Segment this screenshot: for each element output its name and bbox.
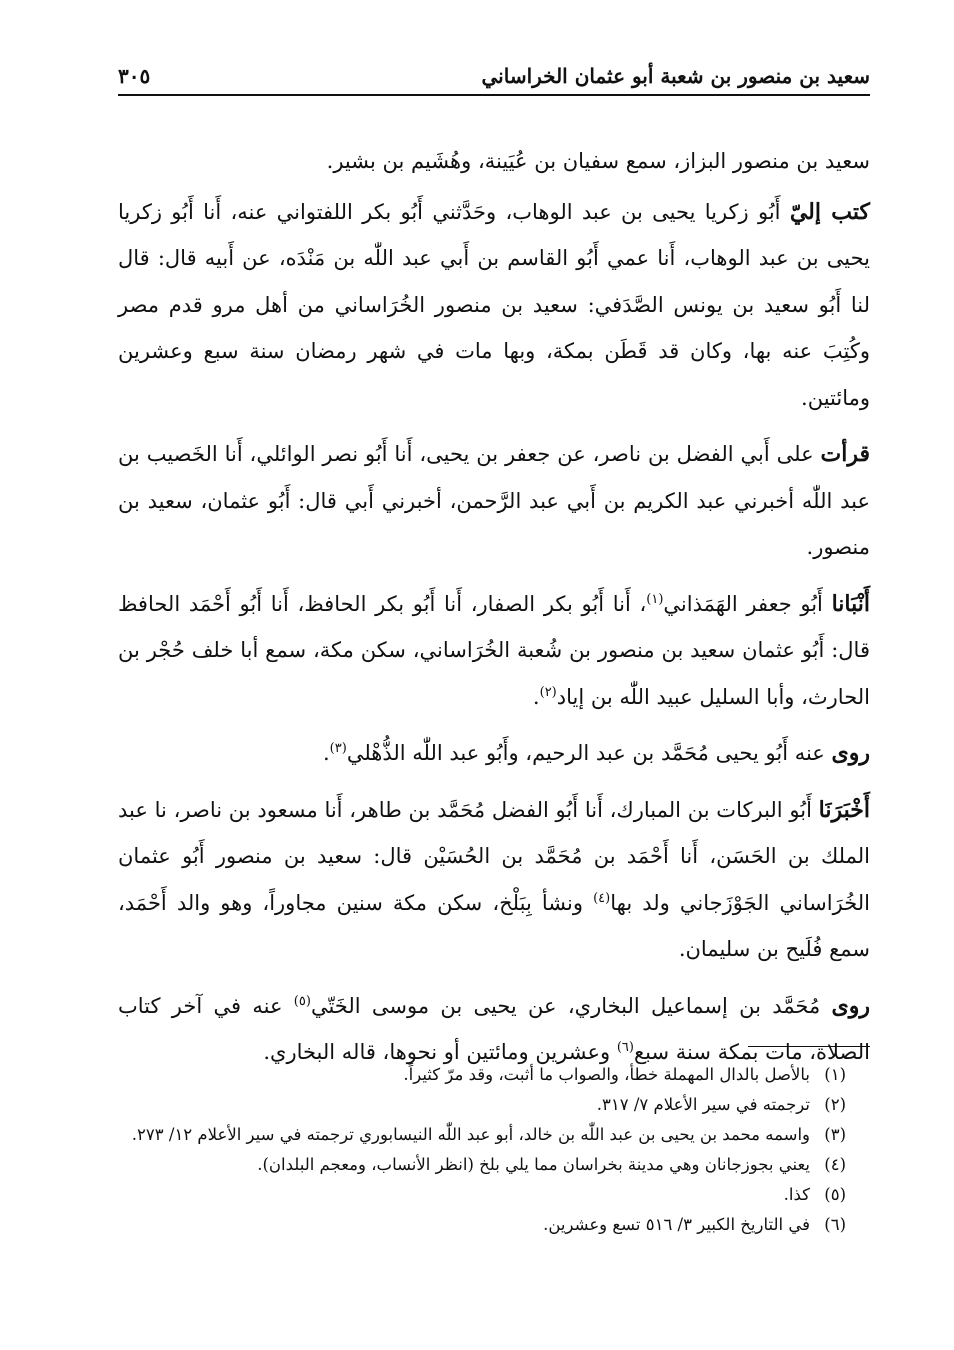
paragraph-4 (118, 581, 870, 721)
paragraph-3-lead: قرأت (820, 441, 870, 467)
footnote-text: في التاريخ الكبير ٣/ ٥١٦ تسع وعشرين. (543, 1215, 810, 1234)
paragraph-4-end: . (532, 684, 540, 709)
footnote-ref-3[interactable]: (٣) (329, 741, 347, 756)
footnote-number: (١) (824, 1065, 846, 1084)
paragraph-6 (118, 787, 870, 973)
paragraph-3-text: على أَبي الفضل بن ناصر، عن جعفر بن يحيى، أَنا أَبُو نصر الوائلي، أَنا الخَصيب بن عبد اللّٰه أخبرني عبد الكريم بن أَبي عبد الرَّحمن، أخبرني أَبي قال: أَبُو عثمان، سعيد بن منصور. (118, 442, 870, 559)
footnote-number: (٣) (824, 1125, 846, 1144)
paragraph-6-text-a: أَبُو البركات بن المبارك، أَنا أَبُو الفضل مُحَمَّد بن طاهر، أَنا مسعود بن ناصر، نا عبد الملك بن الحَسَن، أَنا أَحْمَد بن مُحَمَّد بن الحُسَيْن قال: سعيد بن منصور أَبُو عثمان الخُرَاساني الجَوْزَجاني ولد بها (118, 797, 870, 915)
paragraph-4-lead: أَنْبَانا (831, 590, 870, 617)
paragraph-7-text-a: مُحَمَّد بن إسماعيل البخاري، عن يحيى بن موسى الخَتّي (310, 993, 821, 1018)
footnote-text: كذا. (783, 1185, 810, 1204)
footnote-text: بالأصل بالدال المهملة خطأ، والصواب ما أثبت، وقد مرّ كثيراً. (403, 1065, 810, 1084)
footnote-3 (104, 1120, 846, 1149)
paragraph-1 (118, 138, 870, 185)
footnote-2 (104, 1090, 846, 1119)
footnote-5 (104, 1180, 846, 1209)
paragraph-3 (118, 431, 870, 571)
footnote-number: (٢) (824, 1095, 846, 1114)
main-text (118, 138, 870, 1086)
footnote-ref-1[interactable]: (١) (646, 591, 664, 607)
paragraph-2-text: أَبُو زكريا يحيى بن عبد الوهاب، وحَدَّثني أَبُو بكر اللفتواني عنه، أَنا أَبُو زكريا يحيى بن عبد الوهاب، أَنا عمي أَبُو القاسم بن أَبي عبد اللّٰه بن مَنْدَه، عن أَبيه قال: قال لنا أَبُو سعيد بن يونس الصَّدَفي: سعيد بن منصور الخُرَاساني من أهل مرو قدم مصر وكُتِبَ عنه بها، وكان قد قَطَن بمكة، وبها مات في شهر رمضان سنة سبع وعشرين ومائتين. (118, 199, 870, 410)
paragraph-2 (118, 189, 870, 422)
running-header (118, 58, 870, 96)
footnote-ref-4[interactable]: (٤) (593, 890, 611, 906)
footnote-ref-2[interactable]: (٢) (539, 684, 557, 700)
running-title: سعيد بن منصور بن شعبة أبو عثمان الخراساني (481, 64, 870, 88)
paragraph-5 (118, 730, 870, 777)
paragraph-5-lead: روى (831, 740, 870, 766)
paragraph-2-lead: كتب إليّ (789, 198, 870, 225)
page-number: ٣٠٥ (118, 64, 151, 88)
footnote-number: (٤) (824, 1155, 846, 1174)
paragraph-4-text-a: أَبُو جعفر الهَمَذاني (663, 591, 823, 616)
footnote-6 (104, 1210, 846, 1239)
paragraph-7-text-b: عنه في آخر كتاب الصلاة، مات بمكة سنة سبع (118, 993, 870, 1064)
footnote-number: (٦) (824, 1215, 846, 1234)
paragraph-6-text-b: ونشأ بِبَلْخ، سكن مكة سنين مجاوراً، وهو والد أَحْمَد، سمع فُلَيح بن سليمان. (118, 890, 870, 961)
footnote-text: ترجمته في سير الأعلام ٧/ ٣١٧. (596, 1095, 810, 1114)
footnotes (104, 1060, 846, 1240)
footnote-ref-5[interactable]: (٥) (293, 993, 311, 1009)
paragraph-5-end: . (322, 741, 330, 765)
footnote-ref-6[interactable]: (٦) (616, 1040, 634, 1055)
footnote-number: (٥) (824, 1185, 846, 1204)
footnote-1 (104, 1060, 846, 1089)
paragraph-7-text-c: وعشرين ومائتين أو نحوها، قاله البخاري. (263, 1040, 617, 1064)
paragraph-4-text-b: ، أَنا أَبُو بكر الصفار، أَنا أَبُو بكر الحافظ، أَنا أَبُو أَحْمَد الحافظ قال: أَبُو عثمان سعيد بن منصور بن شُعبة الخُرَاساني، سكن مكة، سمع أبا خلف حُجْر بن الحارث، وأبا السليل عبيد اللّٰه بن إياد (118, 591, 870, 709)
footnote-text: واسمه محمد بن يحيى بن عبد اللّٰه بن خالد، أبو عبد اللّٰه النيسابوري ترجمته في سير الأعلام ١٢/ ٢٧٣. (131, 1125, 810, 1144)
paragraph-7-lead: روى (831, 992, 870, 1019)
paragraph-1-text: سعيد بن منصور البزاز، سمع سفيان بن عُيَينة، وهُشَيم بن بشير. (326, 149, 870, 173)
paragraph-5-text: عنه أَبُو يحيى مُحَمَّد بن عبد الرحيم، وأَبُو عبد اللّٰه الذُّهْلي (346, 741, 825, 765)
footnote-divider (748, 1046, 870, 1047)
footnote-4 (104, 1150, 846, 1179)
paragraph-6-lead: أَخْبَرَنَا (818, 796, 870, 823)
footnote-text: يعني بجوزجانان وهي مدينة بخراسان مما يلي بلخ (انظر الأنساب، ومعجم البلدان). (257, 1155, 810, 1174)
